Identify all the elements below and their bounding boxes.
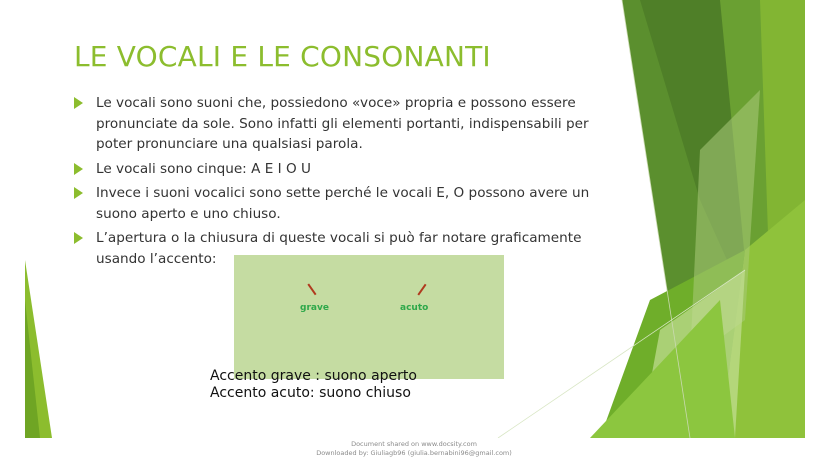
slide-title: LE VOCALI E LE CONSONANTI xyxy=(74,40,491,73)
bullet-arrow-icon xyxy=(74,187,83,199)
accent-illustration xyxy=(234,255,504,379)
bullet-item xyxy=(74,159,624,180)
bullet-text: Le vocali sono cinque: A E I O U xyxy=(96,160,311,177)
bullet-text: Invece i suoni vocalici sono sette perché le vocali E, O possono avere un suono aperto e uno chiuso. xyxy=(96,185,590,222)
grave-accent-mark xyxy=(307,284,316,296)
grave-note: Accento grave : suono aperto xyxy=(210,368,417,384)
bullet-item xyxy=(74,93,624,155)
accent-notes xyxy=(210,368,417,402)
grave-label: grave xyxy=(300,303,329,313)
bullet-arrow-icon xyxy=(74,163,83,175)
acute-label: acuto xyxy=(400,303,429,313)
acute-note: Accento acuto: suono chiuso xyxy=(210,385,411,401)
bullet-text: L’apertura o la chiusura di queste vocali si può far notare graficamente usando l’accento: xyxy=(96,230,582,267)
bullet-arrow-icon xyxy=(74,232,83,244)
bullet-arrow-icon xyxy=(74,97,83,109)
download-footer xyxy=(0,440,828,458)
footer-downloaded-line: Downloaded by: Giuliagb96 (giulia.bernabini96@gmail.com) xyxy=(316,449,512,457)
bullet-list xyxy=(74,93,624,273)
footer-shared-line: Document shared on www.docsity.com xyxy=(351,440,477,448)
acute-accent-mark xyxy=(417,284,426,296)
bullet-text: Le vocali sono suoni che, possiedono «voce» propria e possono essere pronunciate da sole. Sono infatti gli elementi portanti, indispensabili per poter pronunciare una qualsiasi parola. xyxy=(96,95,589,152)
bullet-item xyxy=(74,183,624,224)
